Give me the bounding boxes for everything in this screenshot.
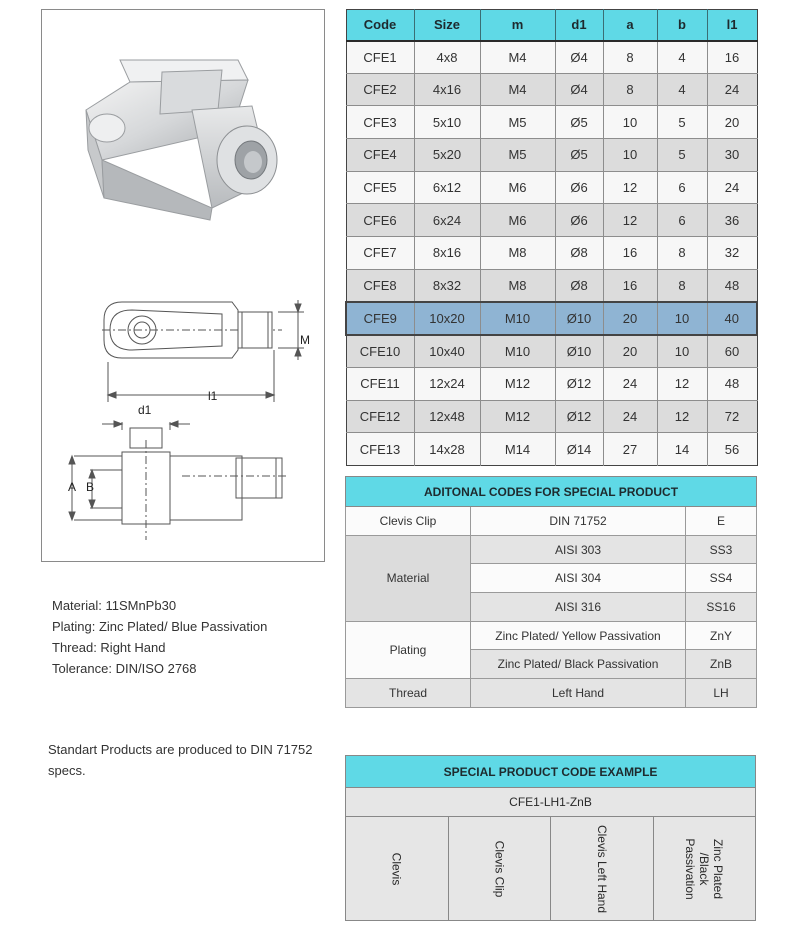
cell-size: 4x8 [414, 41, 480, 74]
cell-size: 12x24 [414, 367, 480, 400]
table-row [346, 106, 757, 139]
material-code: SS3 [686, 535, 757, 564]
table-row [346, 621, 757, 650]
cell-d1: Ø6 [555, 171, 603, 204]
cell-size: 8x16 [414, 237, 480, 270]
cell-b: 5 [657, 139, 707, 172]
cell-l1: 16 [707, 41, 757, 74]
top-view-drawing [102, 300, 304, 402]
cell-d1: Ø10 [555, 302, 603, 335]
material-value: AISI 303 [471, 535, 686, 564]
cell-d1: Ø4 [555, 73, 603, 106]
cell-size: 6x12 [414, 171, 480, 204]
cell-m: M5 [480, 139, 555, 172]
cell-d1: Ø8 [555, 269, 603, 302]
thread-label: Thread [346, 679, 471, 708]
example-column-label: Zinc Plated /Black Passivation [683, 837, 726, 900]
table-row [346, 679, 757, 708]
example-column [346, 817, 448, 920]
cell-l1: 36 [707, 204, 757, 237]
table-row [346, 269, 757, 302]
plating-value: Zinc Plated/ Black Passivation [471, 650, 686, 679]
cell-code: CFE3 [346, 106, 414, 139]
dimension-label-b: B [86, 480, 95, 494]
cell-m: M5 [480, 106, 555, 139]
cell-code: CFE2 [346, 73, 414, 106]
cell-l1: 56 [707, 433, 757, 466]
cell-l1: 72 [707, 400, 757, 433]
cell-d1: Ø5 [555, 139, 603, 172]
cell-code: CFE8 [346, 269, 414, 302]
cell-code: CFE6 [346, 204, 414, 237]
dimension-label-d1: d1 [138, 403, 152, 417]
spec-tolerance: Tolerance: DIN/ISO 2768 [52, 661, 197, 676]
cell-l1: 24 [707, 171, 757, 204]
header-d1: d1 [555, 10, 603, 41]
cell-m: M6 [480, 204, 555, 237]
dimension-label-a: A [68, 480, 77, 494]
thread-code: LH [686, 679, 757, 708]
header-code: Code [346, 10, 414, 41]
cell-a: 16 [603, 269, 657, 302]
cell-b: 14 [657, 433, 707, 466]
material-code: SS4 [686, 564, 757, 593]
cell-size: 5x10 [414, 106, 480, 139]
standard-note: Standart Products are produced to DIN 71752 specs. [48, 742, 313, 778]
cell-b: 6 [657, 204, 707, 237]
material-label: Material [346, 535, 471, 621]
cell-b: 4 [657, 41, 707, 74]
cell-a: 20 [603, 302, 657, 335]
cell-size: 10x20 [414, 302, 480, 335]
table-row [346, 302, 757, 335]
cell-m: M12 [480, 400, 555, 433]
table-row [346, 433, 757, 466]
spec-thread: Thread: Right Hand [52, 640, 166, 655]
cell-b: 6 [657, 171, 707, 204]
table-row [346, 335, 757, 368]
table-row [346, 535, 757, 564]
cell-b: 10 [657, 335, 707, 368]
cell-a: 10 [603, 106, 657, 139]
cell-code: CFE5 [346, 171, 414, 204]
cell-m: M10 [480, 302, 555, 335]
cell-a: 24 [603, 400, 657, 433]
header-m: m [480, 10, 555, 41]
thread-value: Left Hand [471, 679, 686, 708]
cell-m: M14 [480, 433, 555, 466]
clevis-clip-code: E [686, 507, 757, 536]
drawing-panel [41, 9, 325, 562]
example-column-label: Clevis [389, 852, 404, 885]
cell-a: 24 [603, 367, 657, 400]
cell-d1: Ø10 [555, 335, 603, 368]
cell-code: CFE13 [346, 433, 414, 466]
header-size: Size [414, 10, 480, 41]
cell-b: 12 [657, 400, 707, 433]
cell-b: 12 [657, 367, 707, 400]
cell-d1: Ø6 [555, 204, 603, 237]
cell-m: M8 [480, 237, 555, 270]
table-header-row [346, 10, 757, 41]
cell-code: CFE11 [346, 367, 414, 400]
table-row [346, 139, 757, 172]
cell-d1: Ø12 [555, 367, 603, 400]
spec-material: Material: 11SMnPb30 [52, 598, 177, 613]
cell-b: 4 [657, 73, 707, 106]
cell-size: 12x48 [414, 400, 480, 433]
cell-a: 8 [603, 73, 657, 106]
cell-l1: 40 [707, 302, 757, 335]
cell-b: 8 [657, 269, 707, 302]
table-row [346, 204, 757, 237]
material-code: SS16 [686, 593, 757, 622]
example-columns [346, 817, 755, 920]
material-value: AISI 316 [471, 593, 686, 622]
table-row [346, 237, 757, 270]
example-column [653, 817, 756, 920]
cell-l1: 48 [707, 367, 757, 400]
cell-code: CFE4 [346, 139, 414, 172]
cell-code: CFE1 [346, 41, 414, 74]
cell-size: 4x16 [414, 73, 480, 106]
cell-a: 27 [603, 433, 657, 466]
example-column-label: Clevis Clip [492, 840, 507, 897]
cell-size: 14x28 [414, 433, 480, 466]
cell-a: 16 [603, 237, 657, 270]
cell-l1: 32 [707, 237, 757, 270]
clevis-technical-drawing [42, 10, 326, 563]
cell-b: 8 [657, 237, 707, 270]
cell-d1: Ø5 [555, 106, 603, 139]
table-row [346, 171, 757, 204]
cell-a: 12 [603, 204, 657, 237]
table-row [346, 41, 757, 74]
table-row [346, 367, 757, 400]
special-example-code: CFE1-LH1-ZnB [346, 788, 755, 817]
product-size-table [345, 9, 758, 466]
plating-code: ZnB [686, 650, 757, 679]
dimension-label-l1: l1 [208, 389, 218, 403]
cell-size: 10x40 [414, 335, 480, 368]
cell-l1: 60 [707, 335, 757, 368]
cell-l1: 48 [707, 269, 757, 302]
clevis-3d-render [86, 60, 277, 220]
cell-m: M12 [480, 367, 555, 400]
table-row [346, 507, 757, 536]
cell-m: M10 [480, 335, 555, 368]
example-column [448, 817, 551, 920]
cell-size: 5x20 [414, 139, 480, 172]
cell-b: 10 [657, 302, 707, 335]
special-code-example [345, 755, 756, 921]
example-column [550, 817, 653, 920]
cell-a: 20 [603, 335, 657, 368]
dimension-label-m: M [300, 333, 310, 347]
cell-code: CFE9 [346, 302, 414, 335]
cell-m: M6 [480, 171, 555, 204]
cell-a: 8 [603, 41, 657, 74]
special-example-title: SPECIAL PRODUCT CODE EXAMPLE [346, 756, 755, 788]
cell-d1: Ø8 [555, 237, 603, 270]
header-l1: l1 [707, 10, 757, 41]
cell-m: M8 [480, 269, 555, 302]
cell-code: CFE12 [346, 400, 414, 433]
cell-a: 12 [603, 171, 657, 204]
cell-l1: 30 [707, 139, 757, 172]
clevis-clip-value: DIN 71752 [471, 507, 686, 536]
cell-l1: 20 [707, 106, 757, 139]
table-row [346, 73, 757, 106]
cell-size: 6x24 [414, 204, 480, 237]
header-b: b [657, 10, 707, 41]
example-column-label: Clevis Left Hand [594, 824, 609, 913]
plating-label: Plating [346, 621, 471, 678]
plating-code: ZnY [686, 621, 757, 650]
clevis-clip-label: Clevis Clip [346, 507, 471, 536]
table-row [346, 400, 757, 433]
cell-m: M4 [480, 73, 555, 106]
additional-codes-title: ADITONAL CODES FOR SPECIAL PRODUCT [346, 477, 757, 507]
cell-d1: Ø14 [555, 433, 603, 466]
material-value: AISI 304 [471, 564, 686, 593]
plating-value: Zinc Plated/ Yellow Passivation [471, 621, 686, 650]
side-view-drawing [69, 421, 288, 540]
additional-codes-table [345, 476, 757, 708]
cell-l1: 24 [707, 73, 757, 106]
header-a: a [603, 10, 657, 41]
cell-code: CFE7 [346, 237, 414, 270]
cell-d1: Ø4 [555, 41, 603, 74]
spec-plating: Plating: Zinc Plated/ Blue Passivation [52, 619, 268, 634]
cell-code: CFE10 [346, 335, 414, 368]
table-body [346, 41, 757, 466]
cell-m: M4 [480, 41, 555, 74]
cell-size: 8x32 [414, 269, 480, 302]
cell-d1: Ø12 [555, 400, 603, 433]
spec-notes [52, 595, 267, 679]
cell-b: 5 [657, 106, 707, 139]
cell-a: 10 [603, 139, 657, 172]
